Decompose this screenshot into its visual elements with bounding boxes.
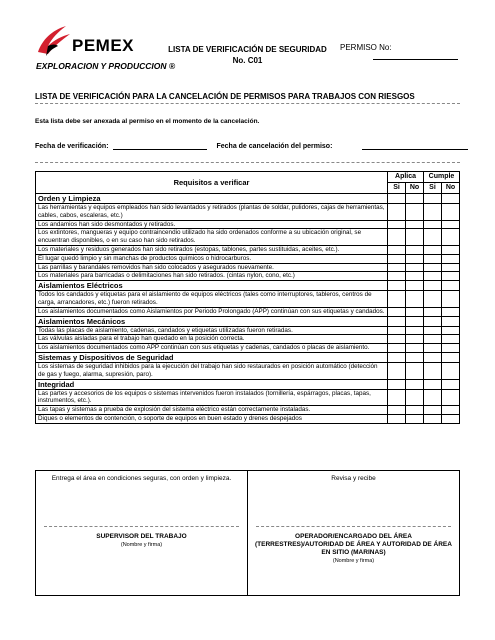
requirement-text: Los aislamientos documentados como APP continúan con sus etiquetas y cadenas, candados o placas de aislamiento. bbox=[36, 344, 388, 353]
section-box bbox=[441, 281, 459, 291]
cumple-si-header: Si bbox=[424, 183, 442, 194]
section-box bbox=[441, 316, 459, 326]
cumple-no-checkbox[interactable] bbox=[441, 291, 459, 308]
aplica-no-checkbox[interactable] bbox=[406, 389, 424, 406]
cumple-si-checkbox[interactable] bbox=[424, 204, 442, 221]
signature-block bbox=[35, 470, 460, 596]
cumple-no-checkbox[interactable] bbox=[441, 229, 459, 246]
cumple-si-checkbox[interactable] bbox=[424, 220, 442, 229]
operator-role-label: OPERADOR/ENCARGADO DEL ÁREA (TERRESTRES)/AUTORIDAD DE ÁREA Y AUTORIDAD DE ÁREA EN SITIO (MARINAS) bbox=[255, 533, 452, 556]
table-row bbox=[36, 263, 460, 272]
requirement-text: Las partes y accesorios de los equipos o sistemas intervenidos fueron instalados (tornillería, espárragos, placas, tapas, instrumentos, etc.). bbox=[36, 389, 388, 406]
requirement-text: Las parrillas y barandales removidos han sido colocados y asegurados nuevamente. bbox=[36, 263, 388, 272]
cumple-si-checkbox[interactable] bbox=[424, 291, 442, 308]
section-box bbox=[424, 194, 442, 204]
requirement-text: Las válvulas aisladas para el trabajo han quedado en la posición correcta. bbox=[36, 335, 388, 344]
aplica-no-checkbox[interactable] bbox=[406, 204, 424, 221]
section-box bbox=[441, 352, 459, 362]
table-row bbox=[36, 220, 460, 229]
cumple-no-checkbox[interactable] bbox=[441, 362, 459, 379]
supervisor-name-note: (Nombre y firma) bbox=[120, 542, 163, 548]
aplica-no-checkbox[interactable] bbox=[406, 245, 424, 254]
cumple-si-checkbox[interactable] bbox=[424, 362, 442, 379]
pemex-eagle-icon bbox=[34, 22, 74, 62]
aplica-si-header: Si bbox=[388, 183, 406, 194]
supervisor-role bbox=[40, 533, 243, 549]
aplica-si-checkbox[interactable] bbox=[388, 344, 406, 353]
document-header-title bbox=[155, 44, 340, 66]
aplica-si-checkbox[interactable] bbox=[388, 245, 406, 254]
table-row bbox=[36, 291, 460, 308]
section-box bbox=[406, 194, 424, 204]
cumple-no-checkbox[interactable] bbox=[441, 326, 459, 335]
section-title: Aislamientos Eléctricos bbox=[36, 281, 388, 291]
aplica-si-checkbox[interactable] bbox=[388, 362, 406, 379]
requirement-text: Los aislamientos documentados como Aislamientos por Periodo Prolongado (APP) continúan con sus etiquetas y candados. bbox=[36, 307, 388, 316]
aplica-no-checkbox[interactable] bbox=[406, 254, 424, 263]
checklist-table bbox=[35, 171, 460, 424]
logo-subtitle: EXPLORACION Y PRODUCCION ® bbox=[36, 61, 176, 71]
section-box bbox=[388, 281, 406, 291]
aplica-no-checkbox[interactable] bbox=[406, 291, 424, 308]
aplica-si-checkbox[interactable] bbox=[388, 307, 406, 316]
aplica-no-checkbox[interactable] bbox=[406, 220, 424, 229]
main-title: LISTA DE VERIFICACIÓN PARA LA CANCELACIÓN DE PERMISOS PARA TRABAJOS CON RIESGOS bbox=[35, 92, 415, 101]
table-row bbox=[36, 335, 460, 344]
aplica-no-checkbox[interactable] bbox=[406, 414, 424, 423]
cumple-si-checkbox[interactable] bbox=[424, 389, 442, 406]
requirement-text: Diques o elementos de contención, o soporte de equipos en buen estado y drenes despejados bbox=[36, 414, 388, 423]
cumple-si-checkbox[interactable] bbox=[424, 307, 442, 316]
table-row bbox=[36, 389, 460, 406]
fecha-cancelacion-field[interactable] bbox=[362, 142, 468, 150]
operator-role bbox=[252, 533, 455, 565]
requirement-text: El lugar quedó limpio y sin manchas de productos químicos o hidrocarburos. bbox=[36, 254, 388, 263]
section-title: Sistemas y Dispositivos de Seguridad bbox=[36, 352, 388, 362]
cumple-no-checkbox[interactable] bbox=[441, 263, 459, 272]
aplica-no-checkbox[interactable] bbox=[406, 406, 424, 415]
signature-operator bbox=[248, 471, 459, 595]
aplica-no-checkbox[interactable] bbox=[406, 326, 424, 335]
section-box bbox=[406, 352, 424, 362]
section-box bbox=[406, 281, 424, 291]
section-box bbox=[388, 352, 406, 362]
requirement-text: Las tapas y sistemas a prueba de explosión del sistema eléctrico están correctamente instaladas. bbox=[36, 406, 388, 415]
aplica-no-checkbox[interactable] bbox=[406, 307, 424, 316]
aplica-no-checkbox[interactable] bbox=[406, 229, 424, 246]
cumple-no-checkbox[interactable] bbox=[441, 272, 459, 281]
cumple-header: Cumple bbox=[424, 172, 460, 183]
aplica-si-checkbox[interactable] bbox=[388, 291, 406, 308]
aplica-no-checkbox[interactable] bbox=[406, 362, 424, 379]
requirement-text: Los materiales y residuos generados han sido retirados (estopas, tablones, partes sustituidas, aceites, etc.). bbox=[36, 245, 388, 254]
fecha-cancelacion-label: Fecha de cancelación del permiso: bbox=[216, 143, 333, 150]
cumple-si-checkbox[interactable] bbox=[424, 263, 442, 272]
cumple-si-checkbox[interactable] bbox=[424, 326, 442, 335]
table-row bbox=[36, 204, 460, 221]
table-row bbox=[36, 307, 460, 316]
requirements-header: Requisitos a verificar bbox=[36, 172, 388, 194]
table-row bbox=[36, 254, 460, 263]
cumple-no-checkbox[interactable] bbox=[441, 254, 459, 263]
cumple-no-checkbox[interactable] bbox=[441, 344, 459, 353]
fecha-verificacion-field[interactable] bbox=[113, 142, 207, 150]
requirement-text: Los materiales para barricadas o delimitaciones han sido retirados. (cintas nylon, cono, etc.) bbox=[36, 272, 388, 281]
aplica-si-checkbox[interactable] bbox=[388, 406, 406, 415]
aplica-no-checkbox[interactable] bbox=[406, 335, 424, 344]
aplica-si-checkbox[interactable] bbox=[388, 220, 406, 229]
section-title: Orden y Limpieza bbox=[36, 194, 388, 204]
permiso-field[interactable] bbox=[373, 59, 458, 60]
review-statement: Revisa y recibe bbox=[331, 475, 376, 482]
cumple-no-checkbox[interactable] bbox=[441, 414, 459, 423]
cumple-no-checkbox[interactable] bbox=[441, 220, 459, 229]
aplica-si-checkbox[interactable] bbox=[388, 326, 406, 335]
fecha-verificacion-label: Fecha de verificación: bbox=[35, 143, 109, 150]
section-box bbox=[406, 316, 424, 326]
dates-row bbox=[35, 142, 472, 150]
cumple-no-checkbox[interactable] bbox=[441, 335, 459, 344]
cumple-si-checkbox[interactable] bbox=[424, 414, 442, 423]
cumple-si-checkbox[interactable] bbox=[424, 335, 442, 344]
aplica-si-checkbox[interactable] bbox=[388, 254, 406, 263]
aplica-si-checkbox[interactable] bbox=[388, 335, 406, 344]
operator-name-note: (Nombre y firma) bbox=[332, 558, 375, 564]
signature-line-operator[interactable] bbox=[256, 526, 451, 527]
section-box bbox=[424, 281, 442, 291]
aplica-si-checkbox[interactable] bbox=[388, 229, 406, 246]
requirement-text: Los sistemas de seguridad inhibidos para la ejecución del trabajo han sido restaurados en posición automático (detección de gas y fuego, alarma, supresión, paro). bbox=[36, 362, 388, 379]
divider bbox=[35, 162, 460, 163]
cumple-no-checkbox[interactable] bbox=[441, 406, 459, 415]
section-box bbox=[441, 194, 459, 204]
requirement-text: Todas las placas de aislamiento, cadenas, candados y etiquetas utilizadas fueron retiradas. bbox=[36, 326, 388, 335]
aplica-si-checkbox[interactable] bbox=[388, 272, 406, 281]
divider bbox=[35, 103, 460, 104]
requirement-text: Todos los candados y etiquetas para el aislamiento de equipos eléctricos (tales como interruptores, tableros, centros de carga, arrancadores, etc.) fueron retirados. bbox=[36, 291, 388, 308]
aplica-no-checkbox[interactable] bbox=[406, 272, 424, 281]
cumple-si-checkbox[interactable] bbox=[424, 272, 442, 281]
cumple-no-checkbox[interactable] bbox=[441, 204, 459, 221]
table-row bbox=[36, 362, 460, 379]
cumple-no-checkbox[interactable] bbox=[441, 389, 459, 406]
requirement-text: Los andamios han sido desmontados y retirados. bbox=[36, 220, 388, 229]
aplica-si-checkbox[interactable] bbox=[388, 414, 406, 423]
section-box bbox=[388, 194, 406, 204]
section-title: Integridad bbox=[36, 379, 388, 389]
table-row bbox=[36, 414, 460, 423]
cumple-si-checkbox[interactable] bbox=[424, 254, 442, 263]
section-box bbox=[424, 316, 442, 326]
cumple-si-checkbox[interactable] bbox=[424, 245, 442, 254]
requirement-text: Las herramientas y equipos empleados han sido levantados y retirados (plantas de soldar, pulidores, cajas de herramientas, cables, cabos, escaleras, etc.) bbox=[36, 204, 388, 221]
header-title-line1: LISTA DE VERIFICACIÓN DE SEGURIDAD bbox=[168, 45, 327, 54]
section-box bbox=[424, 379, 442, 389]
delivery-statement: Entrega el área en condiciones seguras, con orden y limpieza. bbox=[51, 475, 232, 482]
cumple-no-checkbox[interactable] bbox=[441, 307, 459, 316]
aplica-no-checkbox[interactable] bbox=[406, 263, 424, 272]
aplica-si-checkbox[interactable] bbox=[388, 389, 406, 406]
table-row bbox=[36, 272, 460, 281]
requirement-text: Los extintores, mangueras y equipo contraincendio utilizado ha sido ordenados conforme a su ubicación original, se encuentran disponibles, o en su caso han sido retirados. bbox=[36, 229, 388, 246]
cumple-si-checkbox[interactable] bbox=[424, 229, 442, 246]
table-row bbox=[36, 245, 460, 254]
aplica-header: Aplica bbox=[388, 172, 424, 183]
table-row bbox=[36, 229, 460, 246]
logo-wordmark: PEMEX bbox=[72, 36, 135, 55]
section-title: Aislamientos Mecánicos bbox=[36, 316, 388, 326]
aplica-no-header: No bbox=[406, 183, 424, 194]
aplica-si-checkbox[interactable] bbox=[388, 204, 406, 221]
aplica-si-checkbox[interactable] bbox=[388, 263, 406, 272]
aplica-no-checkbox[interactable] bbox=[406, 344, 424, 353]
instruction-text: Esta lista debe ser anexada al permiso en el momento de la cancelación. bbox=[35, 118, 260, 125]
section-box bbox=[406, 379, 424, 389]
section-box bbox=[388, 316, 406, 326]
table-row bbox=[36, 344, 460, 353]
cumple-si-checkbox[interactable] bbox=[424, 344, 442, 353]
signature-supervisor bbox=[36, 471, 248, 595]
permiso-label: PERMISO No: bbox=[340, 43, 392, 52]
section-box bbox=[424, 352, 442, 362]
cumple-no-checkbox[interactable] bbox=[441, 245, 459, 254]
section-box bbox=[388, 379, 406, 389]
signature-line-supervisor[interactable] bbox=[44, 526, 239, 527]
supervisor-role-label: SUPERVISOR DEL TRABAJO bbox=[96, 533, 187, 540]
header-title-line2: No. C01 bbox=[232, 56, 263, 65]
table-row bbox=[36, 326, 460, 335]
section-box bbox=[441, 379, 459, 389]
cumple-no-header: No bbox=[441, 183, 459, 194]
table-row bbox=[36, 406, 460, 415]
cumple-si-checkbox[interactable] bbox=[424, 406, 442, 415]
